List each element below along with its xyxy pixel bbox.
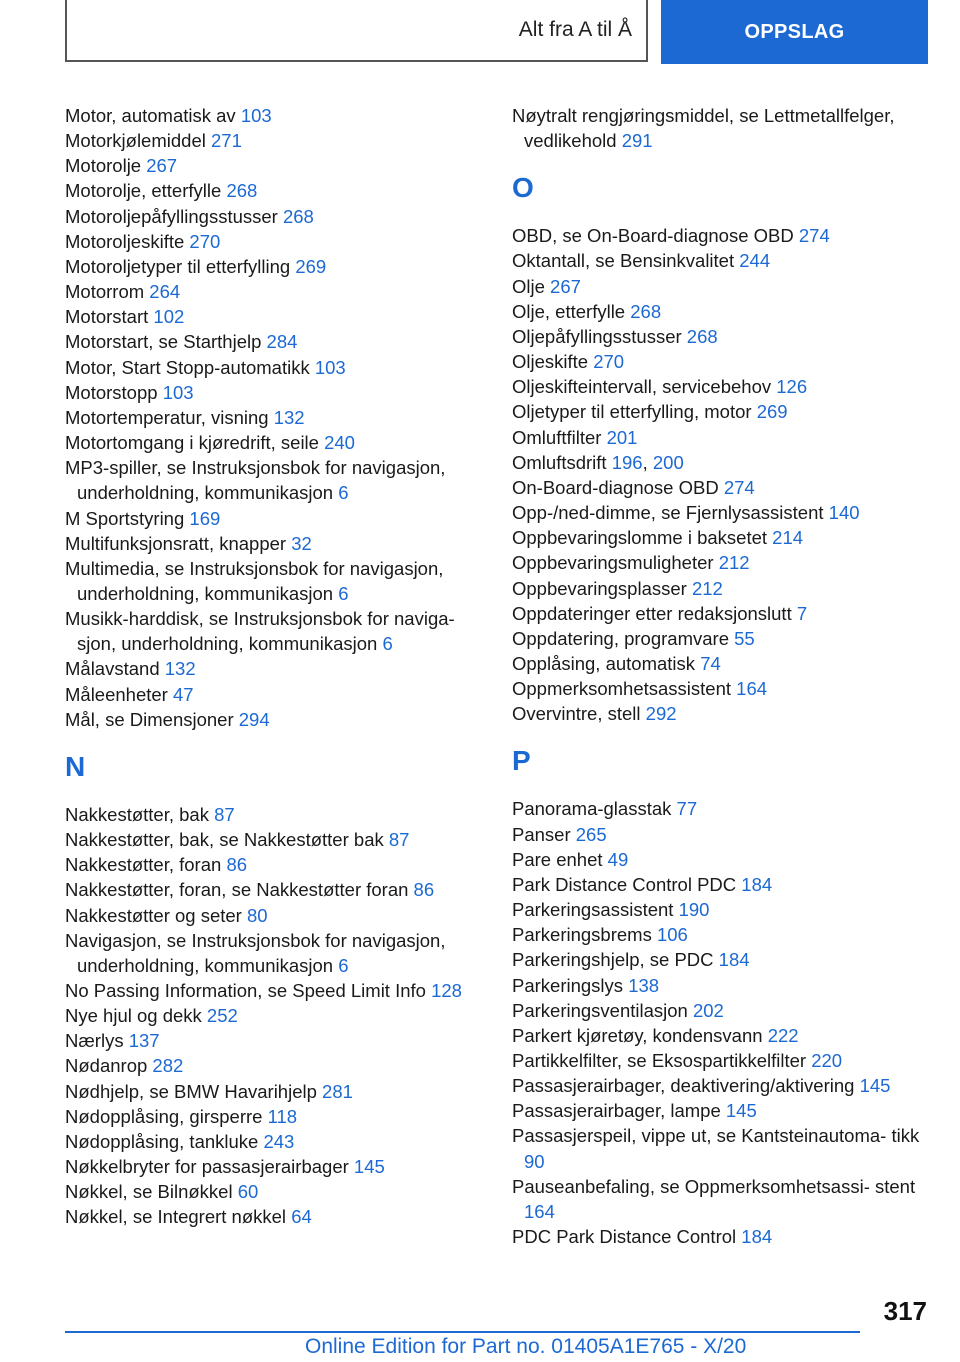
- page-link[interactable]: 86: [226, 854, 248, 876]
- entry-text: Pare enhet: [512, 848, 603, 870]
- page-link[interactable]: 132: [164, 658, 196, 680]
- edition-footer: Online Edition for Part no. 01405A1E765 - X/20: [305, 1335, 747, 1358]
- page-link[interactable]: 6: [338, 482, 349, 504]
- entry-text: Oppbevaringsmuligheter: [512, 552, 714, 574]
- entry-text: Parkeringsventilasjon: [512, 999, 688, 1021]
- page-link[interactable]: 128: [431, 980, 462, 1001]
- entry-text: Passasjerairbager, lampe: [512, 1100, 721, 1122]
- index-entry: [512, 847, 932, 872]
- page-link[interactable]: 140: [828, 502, 860, 524]
- entry-text: MP3-spiller, se Instruksjonsbok for navigasjon, underholdning, kommunikasjon: [65, 457, 446, 504]
- entry-text: No Passing Information, se Speed Limit Info: [65, 980, 426, 1001]
- index-entry: [512, 922, 932, 947]
- page-link[interactable]: 86: [413, 879, 435, 901]
- entry-text: Parkeringsassistent: [512, 899, 674, 921]
- entry-text: Nødopplåsing, tankluke: [65, 1130, 259, 1152]
- page-link[interactable]: 138: [628, 974, 660, 996]
- entry-text: On-Board-diagnose OBD: [512, 476, 719, 498]
- page-link[interactable]: 103: [240, 105, 272, 126]
- page-link[interactable]: 220: [811, 1050, 843, 1071]
- page-link[interactable]: 212: [691, 577, 723, 599]
- page-link[interactable]: 145: [725, 1100, 757, 1122]
- entry-text: Oppbevaringsplasser: [512, 577, 687, 599]
- page-link[interactable]: 102: [153, 306, 185, 328]
- page-link[interactable]: 126: [776, 376, 808, 398]
- index-entry: [65, 656, 485, 681]
- entry-text: Pauseanbefaling, se Oppmerksomhetsassi‐ stent: [512, 1175, 916, 1197]
- entry-text: Målavstand: [65, 658, 160, 680]
- entry-text: Nøkkel, se Bilnøkkel: [65, 1181, 233, 1203]
- page-link[interactable]: 6: [338, 954, 349, 976]
- entry-list: [65, 802, 485, 1230]
- page-link[interactable]: 268: [226, 180, 258, 202]
- page-link[interactable]: 87: [214, 803, 235, 825]
- entry-text: Parkeringshjelp, se PDC: [512, 949, 714, 971]
- entry-text: Motortomgang i kjøredrift, seile: [65, 432, 319, 454]
- page-link[interactable]: 106: [656, 924, 688, 946]
- entry-text: Oktantall, se Bensinkvalitet: [512, 250, 735, 272]
- entry-text: Nakkestøtter og seter: [65, 904, 242, 926]
- index-entry: [512, 1123, 932, 1173]
- index-column-left: [65, 103, 485, 1230]
- index-entry: [512, 1073, 932, 1098]
- entry-text: M Sportstyring: [65, 507, 185, 529]
- index-entry: [65, 556, 485, 606]
- entry-list: [512, 796, 932, 1249]
- page-link[interactable]: 270: [189, 230, 221, 252]
- page-link[interactable]: 202: [692, 999, 724, 1021]
- entry-text: Motoroljetyper til etterfylling: [65, 255, 291, 277]
- page-link[interactable]: 214: [772, 527, 804, 549]
- index-entry: [512, 374, 932, 399]
- page-link[interactable]: 265: [575, 823, 607, 845]
- index-entry: [65, 1053, 485, 1078]
- index-entry: [65, 928, 485, 978]
- index-entry: [65, 1104, 485, 1129]
- index-entry: [65, 606, 485, 656]
- index-entry: [65, 1129, 485, 1154]
- index-entry: [512, 1098, 932, 1123]
- entry-text: Oppdateringer etter redaksjonslutt: [512, 602, 792, 624]
- page-link[interactable]: 169: [189, 507, 221, 529]
- entry-text: Nakkestøtter, foran: [65, 854, 222, 876]
- entry-text: Motorolje, etterfylle: [65, 180, 222, 202]
- entry-text: Opp-/ned-dimme, se Fjernlysassistent: [512, 502, 824, 524]
- section-title: Alt fra A til Å: [518, 18, 632, 41]
- page-link[interactable]: 268: [686, 325, 718, 347]
- index-entry: [65, 329, 485, 354]
- entry-text: Motor, automatisk av: [65, 105, 236, 126]
- page-link[interactable]: 103: [162, 381, 194, 403]
- entry-text: Nakkestøtter, bak: [65, 803, 209, 825]
- index-entry: [65, 877, 485, 902]
- index-entry: [65, 1204, 485, 1229]
- entry-text: Motoroljeskifte: [65, 230, 185, 252]
- index-entry: [512, 550, 932, 575]
- page-link[interactable]: 201: [606, 426, 638, 448]
- page-link[interactable]: 49: [607, 848, 629, 870]
- page-link[interactable]: 267: [550, 275, 581, 297]
- entry-text: Måleenheter: [65, 683, 168, 705]
- index-entry: [512, 1174, 932, 1224]
- lookup-tab[interactable]: [661, 0, 928, 64]
- entry-text: Nye hjul og dekk: [65, 1005, 202, 1027]
- page-link[interactable]: 196: [611, 451, 643, 473]
- entry-text: Parkert kjøretøy, kondensvann: [512, 1024, 763, 1046]
- entry-text: Multifunksjonsratt, knapper: [65, 532, 287, 554]
- entry-text: Partikkelfilter, se Eksospartikkelfilter: [512, 1050, 807, 1071]
- page-link[interactable]: 60: [237, 1181, 259, 1203]
- entry-text: PDC Park Distance Control: [512, 1226, 737, 1248]
- entry-text: Motorkjølemiddel: [65, 130, 206, 152]
- index-entry: [65, 682, 485, 707]
- page-link[interactable]: 284: [266, 331, 298, 353]
- page-link[interactable]: 164: [736, 678, 768, 700]
- page-link[interactable]: 47: [172, 683, 194, 705]
- entry-text: Navigasjon, se Instruksjonsbok for navigasjon, underholdning, kommunikasjon: [65, 929, 446, 976]
- entry-text: Overvintre, stell: [512, 703, 641, 725]
- page-link[interactable]: 6: [338, 582, 349, 604]
- page-link[interactable]: 164: [524, 1200, 555, 1222]
- page-link[interactable]: 90: [524, 1150, 545, 1172]
- index-entry: [512, 1023, 932, 1048]
- index-entry: [65, 304, 485, 329]
- index-entry: [512, 973, 932, 998]
- entry-text: Nakkestøtter, bak, se Nakkestøtter bak: [65, 829, 384, 851]
- entry-list: [65, 103, 485, 732]
- page-link[interactable]: 132: [273, 406, 305, 428]
- index-entry: [512, 223, 932, 248]
- index-entry: [65, 978, 485, 1003]
- page-link[interactable]: 291: [621, 130, 653, 152]
- page-link[interactable]: 240: [324, 432, 355, 454]
- page-header: [65, 0, 928, 64]
- entry-text: Nødopplåsing, girsperre: [65, 1105, 263, 1127]
- index-entry: [512, 576, 932, 601]
- index-entry: [65, 204, 485, 229]
- entry-text: Nærlys: [65, 1030, 124, 1052]
- index-entry: [512, 525, 932, 550]
- index-entry: [512, 701, 932, 726]
- index-entry: [65, 229, 485, 254]
- page-link[interactable]: 269: [295, 255, 327, 277]
- index-entry: [65, 128, 485, 153]
- entry-text: Passasjerspeil, vippe ut, se Kantsteinautoma‐ tikk: [512, 1125, 920, 1147]
- entry-text: Parkeringslys: [512, 974, 624, 996]
- footer-divider: [65, 1331, 860, 1333]
- page-link[interactable]: 269: [756, 401, 788, 423]
- index-entry: [512, 103, 932, 153]
- index-entry: [65, 430, 485, 455]
- lookup-tab-label: OPPSLAG: [744, 20, 845, 43]
- index-entry: [65, 405, 485, 430]
- entry-text: Motorstart: [65, 306, 149, 328]
- page-link[interactable]: 268: [282, 205, 314, 227]
- index-entry: [65, 279, 485, 304]
- index-entry: [512, 274, 932, 299]
- index-entry: [512, 601, 932, 626]
- entry-text: Musikk-harddisk, se Instruksjonsbok for naviga‐ sjon, underholdning, kommunikasjon: [65, 608, 455, 655]
- index-entry: [65, 802, 485, 827]
- page-link[interactable]: 184: [741, 873, 773, 895]
- entry-text: Oljeskifteintervall, servicebehov: [512, 376, 772, 398]
- page-link[interactable]: 55: [734, 627, 755, 649]
- index-entry: [65, 827, 485, 852]
- index-entry: [512, 897, 932, 922]
- entry-text: Panser: [512, 823, 571, 845]
- index-entry: [512, 248, 932, 273]
- entry-text: OBD, se On-Board-diagnose OBD: [512, 225, 794, 247]
- entry-list: [512, 103, 932, 153]
- page-number: 317: [883, 1296, 927, 1326]
- index-entry: [512, 626, 932, 651]
- page-link[interactable]: 243: [263, 1130, 295, 1152]
- entry-text: Oppdatering, programvare: [512, 627, 729, 649]
- letter-heading-n: N: [65, 750, 86, 782]
- page-link[interactable]: 77: [676, 798, 698, 820]
- entry-text: Omluftsdrift: [512, 451, 607, 473]
- page-link[interactable]: 184: [741, 1226, 773, 1248]
- index-entry: Omluftsdrift 196, 200: [512, 451, 684, 473]
- index-column-right: [512, 103, 932, 1249]
- entry-text: Motorrom: [65, 281, 145, 303]
- page-link[interactable]: 32: [291, 532, 312, 554]
- page-link[interactable]: 145: [859, 1075, 891, 1097]
- entry-text: Motoroljepåfyllingsstusser: [65, 205, 278, 227]
- index-entry: [65, 1079, 485, 1104]
- index-entry: [65, 254, 485, 279]
- entry-text: Nøkkel, se Integrert nøkkel: [65, 1206, 287, 1228]
- index-entry: [512, 651, 932, 676]
- page-link[interactable]: 184: [718, 949, 750, 971]
- page-link[interactable]: 281: [322, 1080, 353, 1102]
- page-link[interactable]: 80: [246, 904, 268, 926]
- page-link[interactable]: 244: [739, 250, 771, 272]
- index-entry: [512, 324, 932, 349]
- entry-text: Motorolje: [65, 155, 142, 177]
- page-link[interactable]: 292: [645, 703, 677, 725]
- page-link[interactable]: 64: [291, 1206, 312, 1228]
- entry-text: Panorama-glasstak: [512, 798, 672, 820]
- index-entry: [512, 1048, 932, 1073]
- index-entry: [65, 355, 485, 380]
- entry-text: Oljeskifte: [512, 351, 589, 373]
- page-link[interactable]: 282: [152, 1055, 184, 1077]
- page-link[interactable]: 145: [353, 1156, 385, 1178]
- page-link[interactable]: 6: [382, 633, 393, 655]
- page-link[interactable]: 190: [678, 899, 710, 921]
- page-link[interactable]: 222: [767, 1024, 799, 1046]
- page-link[interactable]: 274: [798, 225, 830, 247]
- page-link[interactable]: 274: [723, 476, 755, 498]
- index-entry: [65, 506, 485, 531]
- index-entry: [512, 1224, 932, 1249]
- entry-text: Nødhjelp, se BMW Havarihjelp: [65, 1080, 317, 1102]
- entry-text: Passasjerairbager, deaktivering/aktivering: [512, 1075, 855, 1097]
- index-entry: [512, 872, 932, 897]
- entry-text: Oppbevaringslomme i baksetet: [512, 527, 768, 549]
- page-link[interactable]: 87: [388, 829, 410, 851]
- page-link[interactable]: 118: [267, 1105, 298, 1127]
- index-entry: [65, 852, 485, 877]
- index-entry: [65, 1154, 485, 1179]
- page-link[interactable]: 271: [211, 130, 242, 152]
- page-link[interactable]: 252: [206, 1005, 238, 1027]
- page-link[interactable]: 137: [128, 1030, 160, 1052]
- index-entry: [65, 531, 485, 556]
- entry-text: Nakkestøtter, foran, se Nakkestøtter foran: [65, 879, 409, 901]
- index-entry: [65, 178, 485, 203]
- index-entry: [512, 425, 932, 450]
- index-entry: [512, 399, 932, 424]
- page-link[interactable]: 268: [630, 300, 662, 322]
- entry-text: Motorstart, se Starthjelp: [65, 331, 262, 353]
- index-entry: [65, 153, 485, 178]
- index-entry: [65, 707, 485, 732]
- index-entry: [65, 1179, 485, 1204]
- entry-text: Oppmerksomhetsassistent: [512, 678, 732, 700]
- entry-list: [512, 223, 932, 726]
- entry-text: Motorstopp: [65, 381, 158, 403]
- entry-text: Nøkkelbryter for passasjerairbager: [65, 1156, 349, 1178]
- page-link[interactable]: 200: [652, 451, 684, 473]
- entry-text: Olje, etterfylle: [512, 300, 626, 322]
- index-entry: [512, 676, 932, 701]
- entry-text: Oljetyper til etterfylling, motor: [512, 401, 752, 423]
- index-entry: [512, 349, 932, 374]
- letter-heading-p: P: [512, 745, 531, 777]
- letter-heading-o: O: [512, 172, 534, 204]
- index-entry: [512, 947, 932, 972]
- index-entry: [65, 455, 485, 505]
- entry-text: Mål, se Dimensjoner: [65, 708, 234, 730]
- page-link[interactable]: 264: [149, 281, 181, 303]
- index-entry: [512, 998, 932, 1023]
- index-entry: [65, 1028, 485, 1053]
- index-entry: [512, 299, 932, 324]
- entry-text: Omluftfilter: [512, 426, 602, 448]
- entry-text: Multimedia, se Instruksjonsbok for navigasjon, underholdning, kommunikasjon: [65, 557, 444, 604]
- entry-text: Motor, Start Stopp-automatikk: [65, 356, 310, 378]
- entry-text: Nødanrop: [65, 1055, 148, 1077]
- page-link[interactable]: 7: [796, 602, 808, 624]
- page-link[interactable]: 74: [700, 652, 721, 674]
- index-entry: [65, 380, 485, 405]
- index-entry: [65, 903, 485, 928]
- index-entry: [512, 822, 932, 847]
- index-entry: [512, 796, 932, 821]
- page-link[interactable]: 212: [718, 552, 750, 574]
- entry-text: Parkeringsbrems: [512, 924, 652, 946]
- entry-text: Nøytralt rengjøringsmiddel, se Lettmetallfelger, vedlikehold: [512, 105, 895, 152]
- section-title-tab: [65, 0, 648, 62]
- page-link[interactable]: 103: [314, 356, 346, 378]
- entry-text: Oljepåfyllingsstusser: [512, 325, 682, 347]
- index-entry: [65, 103, 485, 128]
- entry-text: Opplåsing, automatisk: [512, 652, 696, 674]
- entry-text: Park Distance Control PDC: [512, 873, 737, 895]
- page-link[interactable]: 294: [238, 708, 270, 730]
- page-link[interactable]: 267: [146, 155, 178, 177]
- entry-text: Motortemperatur, visning: [65, 406, 269, 428]
- page-link[interactable]: 270: [593, 351, 625, 373]
- index-entry: [65, 1003, 485, 1028]
- index-entry: [512, 475, 932, 500]
- entry-text: Olje: [512, 275, 545, 297]
- index-entry: [512, 500, 932, 525]
